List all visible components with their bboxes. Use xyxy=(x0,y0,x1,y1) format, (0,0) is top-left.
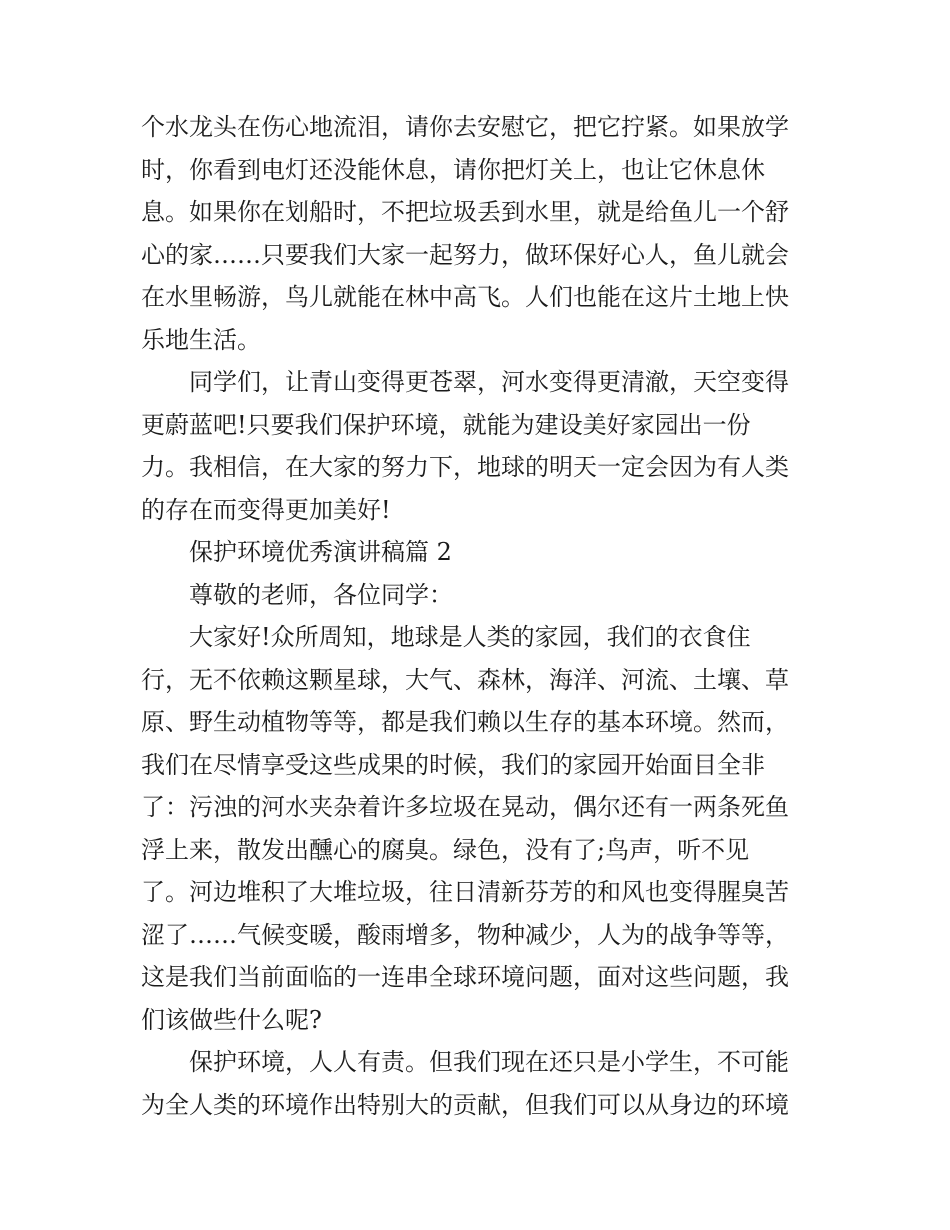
text-line: 在水里畅游，鸟儿就能在林中高飞。人们也能在这片土地上快 xyxy=(141,283,789,311)
text-line: 为全人类的环境作出特别大的贡献，但我们可以从身边的环境 xyxy=(141,1090,789,1119)
paragraph xyxy=(141,574,813,617)
text-line: 力。我相信，在大家的努力下，地球的明天一定会因为有人类 xyxy=(141,453,789,481)
paragraph xyxy=(141,616,813,1041)
text-line: 同学们，让青山变得更苍翠，河水变得更清澈，天空变得 xyxy=(189,368,789,396)
text-line: 心的家……只要我们大家一起努力，做环保好心人，鱼儿就会 xyxy=(141,240,789,269)
text-line: 了。河边堆积了大堆垃圾，往日清新芬芳的和风也变得腥臭苦 xyxy=(141,878,789,906)
text-line: 了：污浊的河水夹杂着许多垃圾在晃动，偶尔还有一两条死鱼 xyxy=(141,793,789,821)
paragraph xyxy=(141,1041,813,1126)
paragraph xyxy=(141,361,813,531)
text-line: 时，你看到电灯还没能休息，请你把灯关上，也让它休息休 xyxy=(141,155,765,184)
text-line: 的存在而变得更加美好! xyxy=(141,495,391,524)
text-line: 我们在尽情享受这些成果的时候，我们的家园开始面目全非 xyxy=(141,750,765,779)
text-line: 个水龙头在伤心地流泪，请你去安慰它，把它拧紧。如果放学 xyxy=(141,113,789,141)
text-line: 息。如果你在划船时，不把垃圾丢到水里，就是给鱼儿一个舒 xyxy=(141,198,789,226)
text-line: 保护环境，人人有责。但我们现在还只是小学生，不可能 xyxy=(189,1048,789,1076)
text-line: 保护环境优秀演讲稿篇 2 xyxy=(189,538,452,566)
paragraph xyxy=(141,106,813,361)
paragraph xyxy=(141,531,813,574)
text-line: 尊敬的老师，各位同学： xyxy=(189,580,453,609)
text-line: 更蔚蓝吧!只要我们保护环境，就能为建设美好家园出一份 xyxy=(141,410,751,439)
text-line: 这是我们当前面临的一连串全球环境问题，面对这些问题，我 xyxy=(141,963,789,991)
text-line: 行，无不依赖这颗星球，大气、森林，海洋、河流、土壤、草 xyxy=(141,665,789,694)
text-line: 大家好!众所周知，地球是人类的家园，我们的衣食住 xyxy=(189,623,751,651)
text-line: 们该做些什么呢? xyxy=(141,1005,322,1034)
text-line: 乐地生活。 xyxy=(141,325,261,354)
text-line: 涩了……气候变暖，酸雨增多，物种减少，人为的战争等等， xyxy=(141,920,789,949)
text-line: 原、野生动植物等等，都是我们赖以生存的基本环境。然而， xyxy=(141,708,789,736)
text-line: 浮上来，散发出醺心的腐臭。绿色，没有了;鸟声，听不见 xyxy=(141,835,750,864)
document-body xyxy=(141,106,813,1126)
